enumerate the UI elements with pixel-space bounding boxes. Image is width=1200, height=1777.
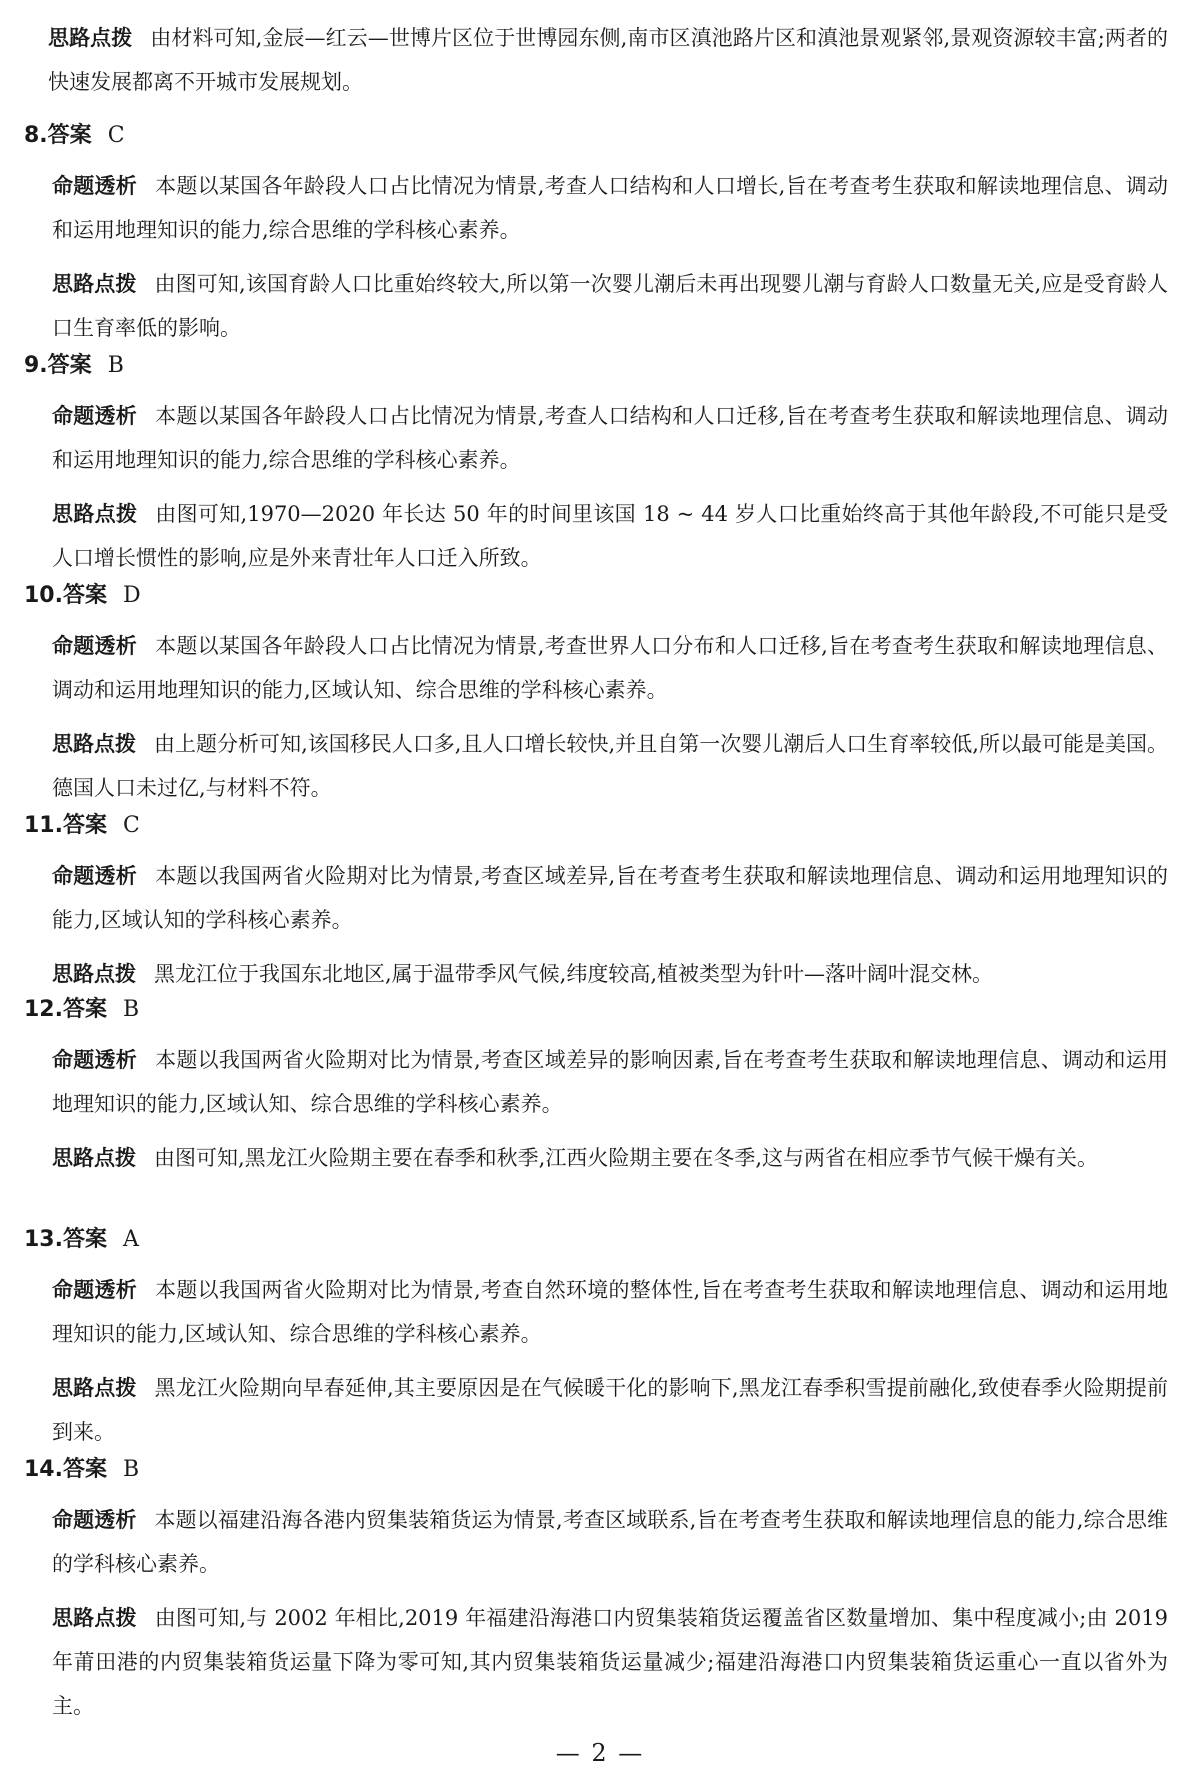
hint-paragraph (52, 722, 1168, 810)
hint-label: 思路点拨 (52, 732, 137, 756)
analysis-text: 本题以某国各年龄段人口占比情况为情景,考查人口结构和人口迁移,旨在考查考生获取和解读地理信息、调动和运用地理知识的能力,综合思维的学科核心素养。 (52, 404, 1169, 472)
page-number: — 2 — (555, 1739, 645, 1767)
answer-value: B (123, 1457, 140, 1482)
question-number: 12. (24, 997, 63, 1022)
analysis-label: 命题透析 (52, 634, 138, 658)
answer-value: C (107, 123, 125, 148)
answer-heading (24, 996, 1168, 1024)
question-14 (24, 1456, 1168, 1738)
question-number: 10. (24, 583, 63, 608)
question-number: 14. (24, 1457, 63, 1482)
answer-value: A (123, 1227, 139, 1252)
answer-value: D (123, 583, 141, 608)
analysis-paragraph (52, 1268, 1168, 1356)
answer-heading (24, 352, 1168, 380)
analysis-label: 命题透析 (52, 404, 138, 428)
analysis-text: 本题以我国两省火险期对比为情景,考查自然环境的整体性,旨在考查考生获取和解读地理信息、调动和运用地理知识的能力,区域认知、综合思维的学科核心素养。 (52, 1278, 1169, 1346)
hint-paragraph (52, 952, 1168, 996)
analysis-label: 命题透析 (52, 864, 138, 888)
hint-paragraph (52, 1366, 1168, 1454)
hint-label: 思路点拨 (52, 1606, 137, 1630)
answer-label: 答案 (62, 583, 107, 608)
analysis-paragraph (52, 394, 1168, 482)
hint-paragraph (52, 492, 1168, 580)
answer-heading (24, 1456, 1168, 1484)
answer-label: 答案 (62, 813, 107, 838)
answer-heading (24, 1226, 1168, 1254)
hint-text: 由图可知,该国育龄人口比重始终较大,所以第一次婴儿潮后未再出现婴儿潮与育龄人口数量无关,应是受育龄人口生育率低的影响。 (52, 272, 1168, 340)
hint-label: 思路点拨 (48, 26, 133, 50)
question-13 (24, 1226, 1168, 1464)
analysis-text: 本题以我国两省火险期对比为情景,考查区域差异的影响因素,旨在考查考生获取和解读地理信息、调动和运用地理知识的能力,区域认知、综合思维的学科核心素养。 (52, 1048, 1169, 1116)
intro-block (48, 16, 1168, 114)
question-12 (24, 996, 1168, 1190)
hint-text: 黑龙江位于我国东北地区,属于温带季风气候,纬度较高,植被类型为针叶—落叶阔叶混交林。 (154, 962, 994, 986)
answer-value: B (107, 353, 124, 378)
analysis-label: 命题透析 (52, 1048, 138, 1072)
analysis-label: 命题透析 (52, 1278, 138, 1302)
question-number: 11. (24, 813, 63, 838)
answer-value: C (123, 813, 140, 838)
answer-label: 答案 (47, 123, 92, 148)
answer-heading (24, 122, 1168, 150)
analysis-label: 命题透析 (52, 1508, 137, 1532)
answer-label: 答案 (62, 1457, 107, 1482)
hint-paragraph (52, 1596, 1168, 1728)
question-8 (24, 122, 1168, 360)
hint-text: 由图可知,黑龙江火险期主要在春季和秋季,江西火险期主要在冬季,这与两省在相应季节气候干燥有关。 (154, 1146, 1099, 1170)
analysis-text: 本题以我国两省火险期对比为情景,考查区域差异,旨在考查考生获取和解读地理信息、调动和运用地理知识的能力,区域认知的学科核心素养。 (52, 864, 1169, 932)
hint-label: 思路点拨 (52, 502, 138, 526)
analysis-paragraph (52, 164, 1168, 252)
analysis-text: 本题以某国各年龄段人口占比情况为情景,考查世界人口分布和人口迁移,旨在考查考生获取和解读地理信息、调动和运用地理知识的能力,区域认知、综合思维的学科核心素养。 (52, 634, 1169, 702)
analysis-label: 命题透析 (52, 174, 138, 198)
hint-paragraph (52, 1136, 1168, 1180)
analysis-paragraph (52, 854, 1168, 942)
question-number: 9. (24, 353, 48, 378)
answer-label: 答案 (62, 997, 107, 1022)
analysis-paragraph (52, 1498, 1168, 1586)
hint-label: 思路点拨 (52, 1146, 136, 1170)
question-10 (24, 582, 1168, 820)
answer-label: 答案 (62, 1227, 107, 1252)
hint-paragraph (52, 262, 1168, 350)
answer-value: B (123, 997, 140, 1022)
answer-heading (24, 582, 1168, 610)
question-number: 13. (24, 1227, 63, 1252)
analysis-paragraph (52, 624, 1168, 712)
hint-text: 由图可知,与 2002 年相比,2019 年福建沿海港口内贸集装箱货运覆盖省区数量增加、集中程度减小;由 2019 年莆田港的内贸集装箱货运量下降为零可知,其内贸集装箱货运量减少;福建沿海港口内贸集装箱货运重心一直以省外为主。 (52, 1606, 1168, 1718)
hint-label: 思路点拨 (52, 1376, 137, 1400)
hint-text: 黑龙江火险期向早春延伸,其主要原因是在气候暖干化的影响下,黑龙江春季积雪提前融化,致使春季火险期提前到来。 (52, 1376, 1168, 1444)
hint-text: 由图可知,1970—2020 年长达 50 年的时间里该国 18 ~ 44 岁人口比重始终高于其他年龄段,不可能只是受人口增长惯性的影响,应是外来青壮年人口迁入所致。 (52, 502, 1169, 570)
analysis-paragraph (52, 1038, 1168, 1126)
analysis-text: 本题以福建沿海各港内贸集装箱货运为情景,考查区域联系,旨在考查考生获取和解读地理信息的能力,综合思维的学科核心素养。 (52, 1508, 1168, 1576)
hint-text: 由材料可知,金辰—红云—世博片区位于世博园东侧,南市区滇池路片区和滇池景观紧邻,景观资源较丰富;两者的快速发展都离不开城市发展规划。 (48, 26, 1168, 94)
hint-text: 由上题分析可知,该国移民人口多,且人口增长较快,并且自第一次婴儿潮后人口生育率较低,所以最可能是美国。德国人口未过亿,与材料不符。 (52, 732, 1169, 800)
hint-paragraph (48, 16, 1168, 104)
hint-label: 思路点拨 (52, 962, 136, 986)
answer-heading (24, 812, 1168, 840)
analysis-text: 本题以某国各年龄段人口占比情况为情景,考查人口结构和人口增长,旨在考查考生获取和解读地理信息、调动和运用地理知识的能力,综合思维的学科核心素养。 (52, 174, 1169, 242)
question-11 (24, 812, 1168, 1006)
answer-label: 答案 (47, 353, 92, 378)
question-number: 8. (24, 123, 48, 148)
question-9 (24, 352, 1168, 590)
hint-label: 思路点拨 (52, 272, 137, 296)
